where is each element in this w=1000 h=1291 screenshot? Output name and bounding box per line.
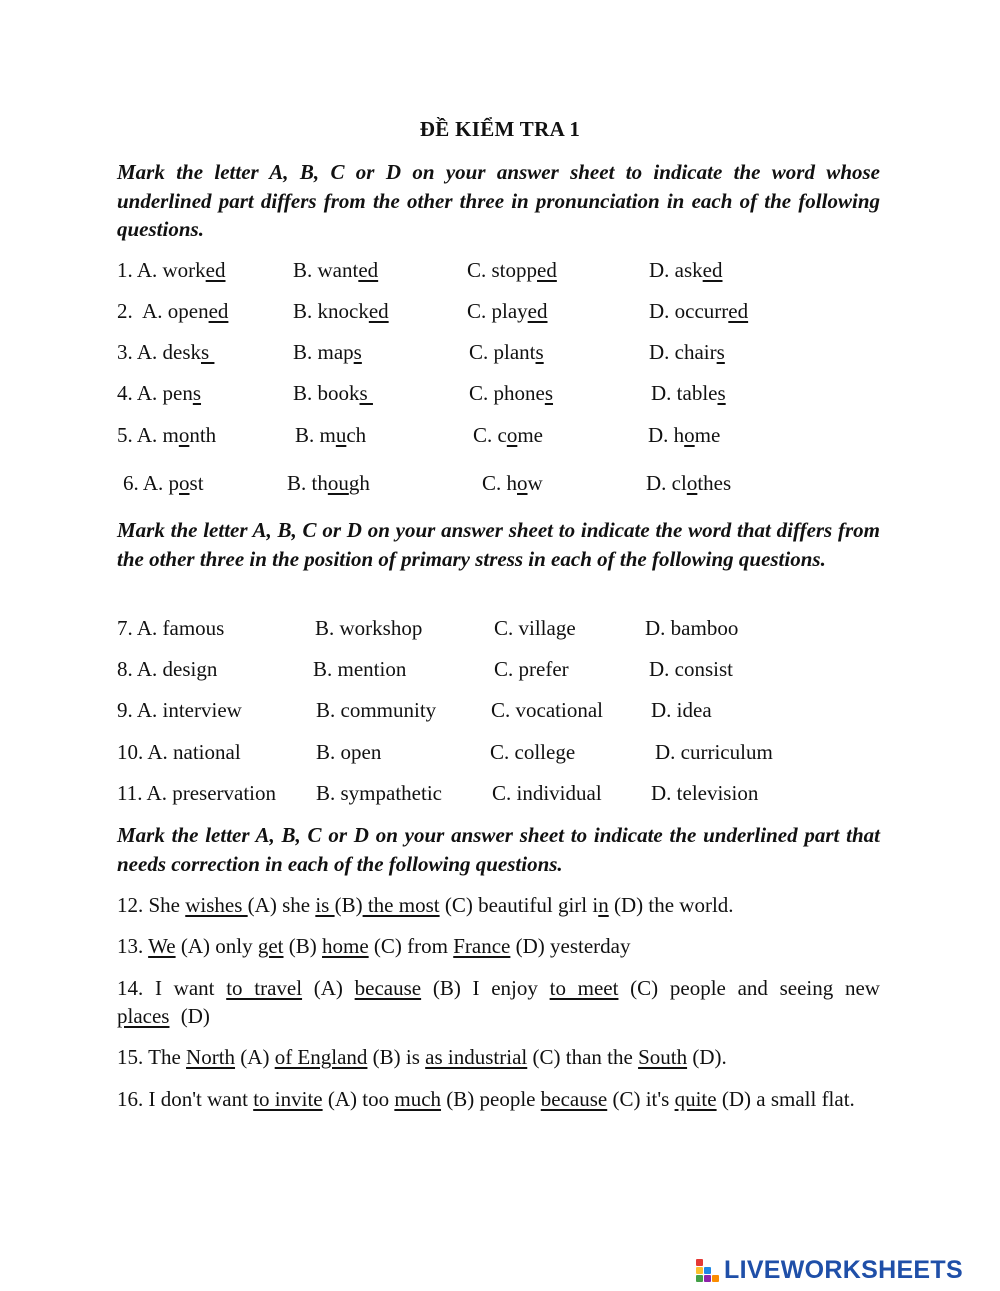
option-d: D. home <box>648 423 721 447</box>
liveworksheets-logo[interactable] <box>695 1256 963 1284</box>
option-c: C. college <box>490 740 576 764</box>
option-a: 8. A. design <box>117 657 218 681</box>
option-c: C. phones <box>469 381 554 405</box>
option-b: B. wanted <box>293 258 379 282</box>
option-a: 9. A. interview <box>117 698 242 722</box>
option-c: C. prefer <box>494 657 569 681</box>
option-a: 4. A. pens <box>117 381 202 405</box>
correction-question-14: 14. I want to travel (A) because (B) I enjoy to meet (C) people and seeing new places (D) <box>117 976 880 1028</box>
option-c: C. plants <box>469 340 544 364</box>
section-2-instruction: Mark the letter A, B, C or D on your answer sheet to indicate the word that differs from the other three in the position of primary stress in each of the following questions. <box>117 518 880 571</box>
option-d: D. chairs <box>649 340 725 364</box>
brand-name: LIVEWORKSHEETS <box>724 1255 963 1284</box>
option-d: D. idea <box>651 698 712 722</box>
option-c: C. come <box>473 423 543 447</box>
option-a: 1. A. worked <box>117 258 226 282</box>
option-a: 10. A. national <box>117 740 241 764</box>
option-b: B. though <box>287 471 370 495</box>
option-b: B. maps <box>293 340 362 364</box>
correction-question-15: 15. The North (A) of England (B) is as industrial (C) than the South (D). <box>117 1045 727 1069</box>
section-1-instruction: Mark the letter A, B, C or D on your answer sheet to indicate the word whose underlined part differs from the other three in pronunciation in each of the following questions. <box>117 160 880 241</box>
option-c: C. individual <box>492 781 602 805</box>
correction-question-13: 13. We (A) only get (B) home (C) from France (D) yesterday <box>117 934 631 958</box>
option-a: 5. A. month <box>117 423 217 447</box>
option-c: C. how <box>482 471 543 495</box>
option-c: C. vocational <box>491 698 603 722</box>
option-b: B. open <box>316 740 382 764</box>
option-d: D. tables <box>651 381 726 405</box>
section-3-instruction: Mark the letter A, B, C or D on your answer sheet to indicate the underlined part that needs correction in each of the following questions. <box>117 823 880 876</box>
option-b: B. knocked <box>293 299 389 323</box>
option-d: D. bamboo <box>645 616 739 640</box>
option-d: D. clothes <box>646 471 732 495</box>
option-d: D. consist <box>649 657 733 681</box>
option-b: B. workshop <box>315 616 423 640</box>
correction-question-16: 16. I don't want to invite (A) too much (B) people because (C) it's quite (D) a small flat. <box>117 1087 855 1111</box>
option-b: B. much <box>295 423 367 447</box>
option-a: 3. A. desks <box>117 340 215 364</box>
option-c: C. stopped <box>467 258 557 282</box>
option-a: 11. A. preservation <box>117 781 277 805</box>
option-d: D. curriculum <box>655 740 773 764</box>
option-d: D. occurred <box>649 299 749 323</box>
option-d: D. asked <box>649 258 723 282</box>
option-a: 6. A. post <box>123 471 204 495</box>
page-title: ĐỀ KIỂM TRA 1 <box>419 117 581 141</box>
option-c: C. played <box>467 299 548 323</box>
option-a: 7. A. famous <box>117 616 225 640</box>
option-a: 2. A. opened <box>117 299 229 323</box>
option-b: B. mention <box>313 657 407 681</box>
correction-question-12: 12. She wishes (A) she is (B) the most (C) beautiful girl in (D) the world. <box>117 893 734 917</box>
liveworksheets-logo-icon <box>695 1257 721 1283</box>
option-b: B. books <box>293 381 373 405</box>
option-d: D. television <box>651 781 759 805</box>
option-c: C. village <box>494 616 576 640</box>
option-b: B. sympathetic <box>316 781 442 805</box>
option-b: B. community <box>316 698 437 722</box>
